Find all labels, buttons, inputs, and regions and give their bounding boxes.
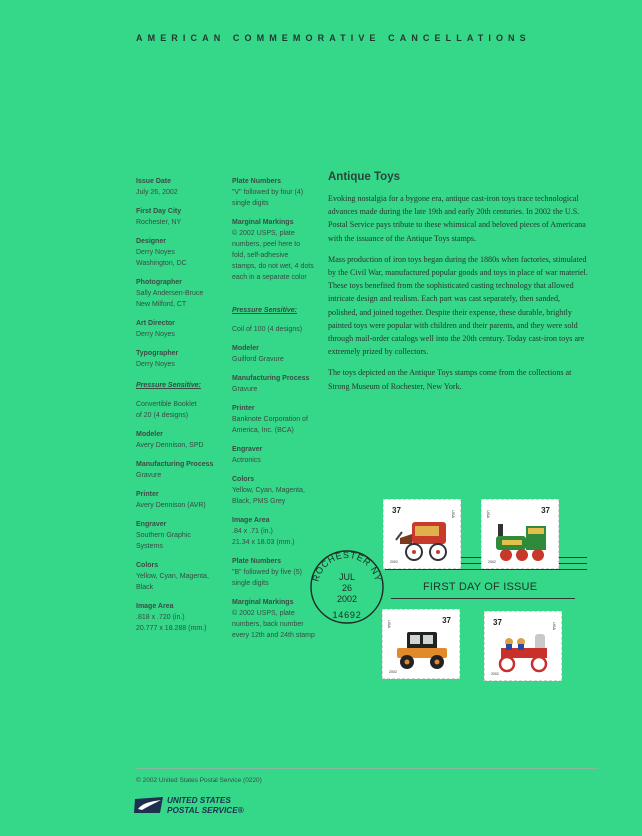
stamp-year: 2002 xyxy=(389,670,397,674)
pressure-sensitive-heading-2: Pressure Sensitive: xyxy=(232,307,297,314)
modeler-label: Modeler xyxy=(136,431,163,438)
engraver-value: Southern Graphic Systems xyxy=(136,532,191,550)
stamp-country: USA xyxy=(486,510,491,519)
usps-wordmark-line-1: UNITED STATES xyxy=(167,796,231,805)
stamp-denomination: 37 xyxy=(442,616,451,625)
usps-wordmark-line-2: POSTAL SERVICE® xyxy=(167,806,244,815)
stamp-denomination: 37 xyxy=(493,618,502,627)
usps-wordmark xyxy=(167,796,244,816)
modeler-value: Avery Dennison, SPD xyxy=(136,442,204,449)
cancellation-line xyxy=(391,598,575,599)
postmark-city: ROCHESTER NY xyxy=(310,549,384,583)
postmark-day: 26 xyxy=(341,583,353,593)
marginal-markings-label-2: Marginal Markings xyxy=(232,599,294,606)
printer-value-2: Banknote Corporation of America, Inc. (BCA) xyxy=(232,416,308,434)
colors-label-2: Colors xyxy=(232,476,255,483)
copyright: © 2002 United States Postal Service (0220) xyxy=(136,777,262,784)
plate-numbers-value: "V" followed by four (4) single digits xyxy=(232,189,304,207)
designer-value: Derry Noyes Washington, DC xyxy=(136,249,187,267)
image-area-value-2: .84 x .71 (in.) 21.34 x 18.03 (mm.) xyxy=(232,528,295,546)
first-day-city-label: First Day City xyxy=(136,208,182,215)
postmark-zip: 14692 xyxy=(332,610,362,620)
stamp-year: 2002 xyxy=(491,672,499,676)
footer-divider xyxy=(136,768,598,769)
taxicab-illustration xyxy=(393,628,451,672)
printer-label-2: Printer xyxy=(232,405,255,412)
manufacturing-label-2: Manufacturing Process xyxy=(232,375,310,382)
plate-numbers-value-2: "B" followed by five (5) single digits xyxy=(232,569,302,587)
cancellation-line xyxy=(385,569,587,570)
first-day-city-value: Rochester, NY xyxy=(136,219,182,226)
image-area-label: Image Area xyxy=(136,603,174,610)
stamp-denomination: 37 xyxy=(392,506,401,515)
usps-eagle-logo xyxy=(133,795,165,815)
first-day-of-issue: FIRST DAY OF ISSUE xyxy=(423,581,538,593)
engraver-label-2: Engraver xyxy=(232,446,263,453)
plate-numbers-label-2: Plate Numbers xyxy=(232,558,282,565)
article-paragraph: Evoking nostalgia for a bygone era, antique cast-iron toys trace technological advances made during the late 19th and early 20th centuries. In 2002 the U.S. Postal Service pays tribute to these whimsical and beloved pieces of Americana with the issuance of the Antique Toys stamps. xyxy=(328,194,586,243)
stamp-denomination: 37 xyxy=(541,506,550,515)
typographer-value: Derry Noyes xyxy=(136,361,175,368)
pressure-sensitive-value-2: Coil of 100 (4 designs) xyxy=(232,326,303,333)
art-director-label: Art Director xyxy=(136,320,175,327)
article-paragraph: The toys depicted on the Antique Toys stamps come from the collections at Strong Museum of Rochester, New York. xyxy=(328,368,572,391)
printer-value: Avery Dennison (AVR) xyxy=(136,502,206,509)
plate-numbers-label: Plate Numbers xyxy=(232,178,282,185)
specs-column-2 xyxy=(232,176,318,649)
specs-column-1 xyxy=(136,176,226,642)
postmark-month: JUL xyxy=(338,572,356,582)
stamp-year: 2002 xyxy=(488,560,496,564)
modeler-value-2: Guilford Gravure xyxy=(232,356,284,363)
art-director-value: Derry Noyes xyxy=(136,331,175,338)
stamp-locomotive xyxy=(481,499,559,569)
article-paragraph: Mass production of iron toys began during the 1880s when factories, stimulated by the Civil War, manufactured popular goods and toys in place of war materiel. These toys benefited from the sophisticated casting technology that allowed intricate design and realism. Each part was cast separately, then sanded, polished, and joined together. Despite their expense, these durable, brightly painted toys were popular with children and their parents, and they were sold through mail-order catalogs well into the 20th century. Today cast-iron toys are extremely prized by collectors. xyxy=(328,254,588,357)
stamp-country: USA xyxy=(552,622,557,631)
photographer-label: Photographer xyxy=(136,279,182,286)
page-header: AMERICAN COMMEMORATIVE CANCELLATIONS xyxy=(136,33,531,43)
colors-value-2: Yellow, Cyan, Magenta, Black, PMS Grey xyxy=(232,487,305,505)
image-area-label-2: Image Area xyxy=(232,517,270,524)
modeler-label-2: Modeler xyxy=(232,345,259,352)
manufacturing-value-2: Gravure xyxy=(232,386,258,393)
stamp-taxicab xyxy=(382,609,460,679)
manufacturing-label: Manufacturing Process xyxy=(136,461,214,468)
stamp-delivery-wagon xyxy=(383,499,461,569)
locomotive-illustration xyxy=(492,518,550,562)
article-body xyxy=(328,192,590,401)
printer-label: Printer xyxy=(136,491,159,498)
stamp-country: USA xyxy=(451,510,456,519)
image-area-value: .818 x .720 (in.) 20.777 x 18.288 (mm.) xyxy=(136,614,207,632)
designer-label: Designer xyxy=(136,238,166,245)
pressure-sensitive-heading: Pressure Sensitive: xyxy=(136,382,201,389)
marginal-markings-label: Marginal Markings xyxy=(232,219,294,226)
engraver-value-2: Actronics xyxy=(232,457,261,464)
issue-date-value: July 26, 2002 xyxy=(136,189,178,196)
pressure-sensitive-value: Convertible Booklet of 20 (4 designs) xyxy=(136,401,197,419)
issue-date-label: Issue Date xyxy=(136,178,172,185)
article-title: Antique Toys xyxy=(328,171,400,183)
stamp-country: USA xyxy=(387,620,392,629)
delivery-wagon-illustration xyxy=(394,518,452,562)
marginal-markings-value: © 2002 USPS, plate numbers, peel here to fold, self-adhesive stamps, do not wet, 4 dots each in a separate color xyxy=(232,230,314,281)
postmark-year: 2002 xyxy=(336,594,358,604)
postmark xyxy=(309,547,385,627)
marginal-markings-value-2: © 2002 USPS, plate numbers, back number every 12th and 24th stamp xyxy=(232,610,315,639)
stamp-fire-pumper xyxy=(484,611,562,681)
colors-label: Colors xyxy=(136,562,159,569)
typographer-label: Typographer xyxy=(136,350,179,357)
manufacturing-value: Gravure xyxy=(136,472,162,479)
photographer-value: Sally Andersen-Bruce New Milford, CT xyxy=(136,290,204,308)
stamp-year: 2002 xyxy=(390,560,398,564)
engraver-label: Engraver xyxy=(136,521,167,528)
fire-pumper-illustration xyxy=(495,630,553,674)
colors-value: Yellow, Cyan, Magenta, Black xyxy=(136,573,209,591)
